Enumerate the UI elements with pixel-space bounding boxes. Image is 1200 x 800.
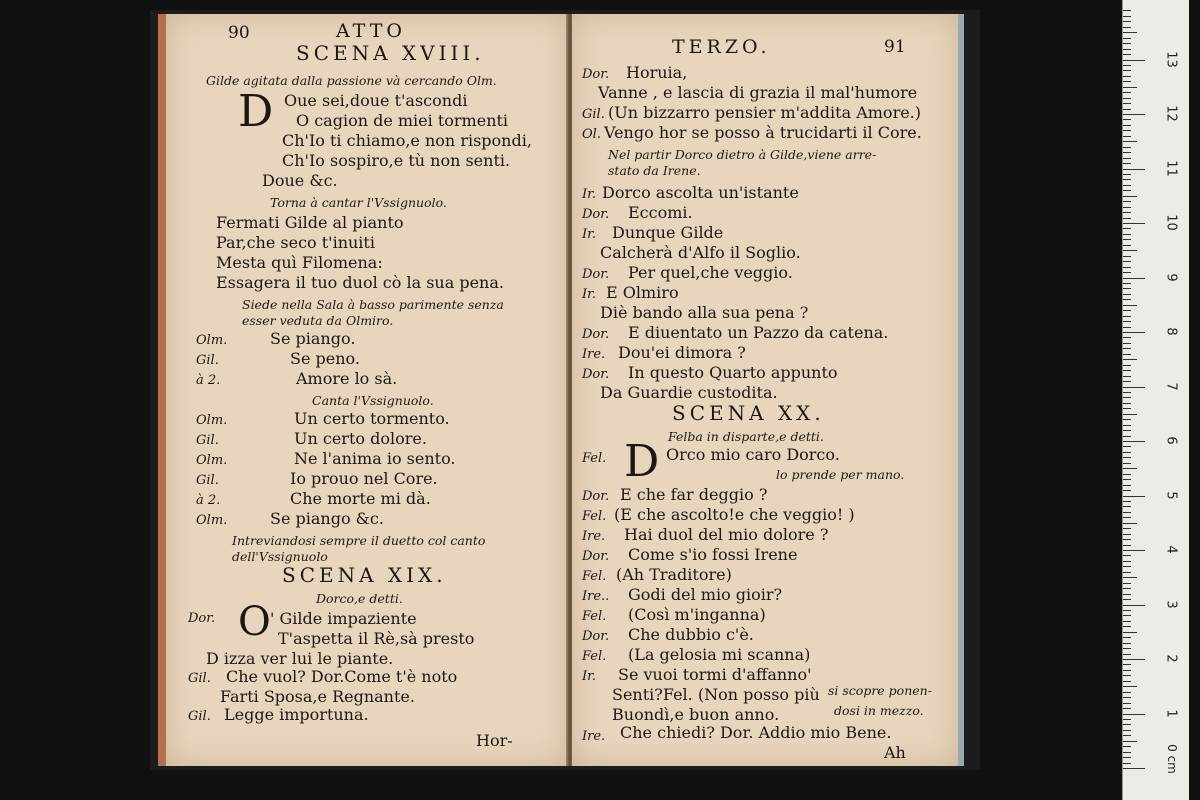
ruler-tick (1123, 261, 1131, 262)
verse-line: Dou'ei dimora ? (618, 343, 746, 362)
ruler-tick (1123, 583, 1131, 584)
ruler-tick (1123, 681, 1131, 682)
verse-line: Ne l'anima io sento. (294, 449, 456, 468)
ruler-tick (1123, 468, 1137, 469)
ruler-tick (1123, 223, 1145, 224)
ruler-tick (1123, 703, 1131, 704)
ruler-tick (1123, 714, 1145, 715)
speaker-label: Dor. (582, 367, 610, 382)
verse-line: Legge importuna. (224, 705, 369, 724)
speaker-label: Fel. (582, 649, 607, 664)
ruler-tick (1123, 523, 1137, 524)
speaker-label: Fel. (582, 569, 607, 584)
ruler-tick (1123, 185, 1131, 186)
speaker-label: Gil. (188, 671, 211, 686)
speaker-label: Gil. (196, 433, 219, 448)
verse-line: Godi del mio gioir? (628, 585, 783, 604)
ruler-tick (1123, 490, 1131, 491)
ruler-tick (1123, 599, 1131, 600)
ruler-tick (1123, 294, 1131, 295)
right-page (572, 14, 964, 766)
verse-line: (La gelosia mi scanna) (628, 645, 811, 664)
verse-line: Per quel,che veggio. (628, 263, 793, 282)
ruler-tick (1123, 332, 1145, 333)
verse-line: E che far deggio ? (620, 485, 768, 504)
verse-line: Orco mio caro Dorco. (666, 445, 840, 464)
verse-line: Ch'Io sospiro,e tù non senti. (282, 151, 511, 170)
ruler-label: 9 (1163, 272, 1179, 282)
ruler-tick (1123, 316, 1131, 317)
scene-heading: SCENA XX. (672, 401, 825, 425)
verse-line: Senti?Fel. (Non posso più (612, 685, 820, 704)
ruler-label: 7 (1163, 381, 1179, 391)
verse-line: Fermati Gilde al pianto (216, 213, 404, 232)
ruler-tick (1123, 479, 1131, 480)
stage-direction: Intreviandosi sempre il duetto col canto (232, 533, 486, 548)
speaker-label: Dor. (582, 629, 610, 644)
left-page-number: 90 (228, 23, 250, 43)
ruler-tick (1123, 648, 1131, 649)
ruler-tick (1123, 81, 1131, 82)
ruler-tick (1123, 419, 1131, 420)
ruler-tick (1123, 49, 1131, 50)
ruler-tick (1123, 637, 1131, 638)
ruler-tick (1123, 675, 1131, 676)
ruler-tick (1123, 561, 1131, 562)
ruler-tick (1123, 632, 1137, 633)
ruler-tick (1123, 381, 1131, 382)
ruler-tick (1123, 212, 1131, 213)
ruler-tick (1123, 403, 1131, 404)
ruler-tick (1123, 708, 1131, 709)
verse-line: Vanne , e lascia di grazia il mal'humore (598, 83, 918, 102)
ruler-tick (1123, 730, 1131, 731)
ruler-tick (1123, 425, 1131, 426)
ruler-tick (1123, 735, 1131, 736)
ruler-tick (1123, 615, 1131, 616)
stage-direction: Nel partir Dorco dietro à Gilde,viene arre- (608, 147, 877, 162)
ruler-tick (1123, 130, 1131, 131)
speaker-label: Dor. (582, 327, 610, 342)
ruler-tick (1123, 752, 1131, 753)
ruler-label: 8 (1163, 327, 1179, 336)
scene-heading: SCENA XVIII. (296, 41, 485, 65)
ruler-label: 4 (1163, 545, 1179, 554)
ruler-tick (1123, 605, 1145, 606)
ruler-tick (1123, 196, 1137, 197)
ruler-tick (1123, 376, 1131, 377)
speaker-label: Ir. (582, 227, 597, 242)
stage-direction: Siede nella Sala à basso parimente senza (242, 297, 504, 312)
ruler-tick (1123, 299, 1131, 300)
ruler-tick (1123, 686, 1137, 687)
ruler-tick (1123, 446, 1131, 447)
ruler-tick (1123, 174, 1131, 175)
ruler-tick (1123, 109, 1131, 110)
ruler-tick (1123, 555, 1131, 556)
verse-line: Che chiedi? Dor. Addio mio Bene. (620, 723, 892, 742)
ruler-tick (1123, 87, 1137, 88)
speaker-label: Gil. (188, 709, 211, 724)
verse-line: Doue &c. (262, 171, 338, 190)
speaker-label: Dor. (582, 207, 610, 222)
ruler-tick (1123, 190, 1131, 191)
speaker-label: Ir. (582, 669, 597, 684)
ruler-tick (1123, 327, 1131, 328)
ruler-tick (1123, 397, 1131, 398)
speaker-label: Ol. (582, 127, 601, 142)
speaker-label: Ire. (582, 729, 606, 744)
ruler-tick (1123, 670, 1131, 671)
ruler-tick (1123, 272, 1131, 273)
speaker-label: Ir. (582, 287, 597, 302)
ruler-tick (1123, 158, 1131, 159)
left-running-head: ATTO (336, 20, 406, 42)
verse-line: Buondì,e buon anno. (612, 705, 780, 724)
ruler-tick (1123, 572, 1131, 573)
verse-line: Io prouo nel Core. (290, 469, 438, 488)
left-page (158, 14, 568, 766)
verse-line: Ch'Io ti chiamo,e non rispondi, (282, 131, 532, 150)
speaker-label: Ire.. (582, 589, 610, 604)
verse-line: Calcherà d'Alfo il Soglio. (600, 243, 801, 262)
ruler-tick (1123, 114, 1145, 115)
ruler-tick (1123, 354, 1131, 355)
speaker-label: Dor. (582, 267, 610, 282)
ruler-label: 0 cm (1164, 744, 1179, 774)
ruler-tick (1123, 506, 1131, 507)
ruler-tick (1123, 337, 1131, 338)
ruler-tick (1123, 119, 1131, 120)
verse-line: Che vuol? Dor.Come t'è noto (226, 667, 458, 686)
speaker-label: Olm. (196, 333, 228, 348)
ruler-tick (1123, 550, 1145, 551)
verse-line: Se piango &c. (270, 509, 384, 528)
verse-line: (E che ascolto!e che veggio! ) (614, 505, 855, 524)
stage-direction: dell'Vssignuolo (232, 549, 328, 564)
ruler-tick (1123, 321, 1131, 322)
drop-cap: D (238, 86, 274, 137)
speaker-label: Fel. (582, 609, 607, 624)
ruler-tick (1123, 359, 1137, 360)
ruler-tick (1123, 719, 1131, 720)
ruler-tick (1123, 43, 1131, 44)
speaker-label: Fel. (582, 509, 607, 524)
ruler-tick (1123, 38, 1131, 39)
ruler-tick (1123, 16, 1131, 17)
stage-direction: Canta l'Vssignuolo. (312, 393, 434, 408)
drop-cap: D (624, 436, 660, 487)
ruler-tick (1123, 239, 1131, 240)
ruler-tick (1123, 517, 1131, 518)
ruler-tick (1123, 512, 1131, 513)
verse-line: Che morte mi dà. (290, 489, 431, 508)
speaker-label: Fel. (582, 451, 607, 466)
ruler-tick (1123, 659, 1145, 660)
speaker-label: Dor. (582, 67, 610, 82)
ruler-tick (1123, 430, 1131, 431)
ruler-tick (1123, 566, 1131, 567)
scene-heading: SCENA XIX. (282, 563, 447, 587)
ruler-tick (1123, 457, 1131, 458)
speaker-label: Dor. (582, 489, 610, 504)
ruler-tick (1123, 310, 1131, 311)
ruler-tick (1123, 664, 1131, 665)
verse-line: Vengo hor se posso à trucidarti il Core. (604, 123, 922, 142)
drop-cap: O (238, 599, 271, 645)
stage-direction: Dorco,e detti. (316, 591, 403, 606)
ruler-tick (1123, 245, 1131, 246)
ruler-tick (1123, 207, 1131, 208)
ruler-tick (1123, 588, 1131, 589)
ruler-tick (1123, 283, 1131, 284)
verse-line: Oue sei,doue t'ascondi (284, 91, 468, 110)
ruler-tick (1123, 463, 1131, 464)
ruler-tick (1123, 305, 1137, 306)
ruler-tick (1123, 501, 1131, 502)
verse-line: Dunque Gilde (612, 223, 724, 242)
right-running-head: TERZO. (672, 36, 771, 58)
ruler-tick (1123, 103, 1131, 104)
ruler-tick (1123, 485, 1131, 486)
verse-line: Amore lo sà. (296, 369, 398, 388)
ruler-tick (1123, 408, 1131, 409)
ruler-tick (1123, 256, 1131, 257)
right-page-number: 91 (884, 37, 906, 57)
catchword: Ah (884, 743, 906, 762)
ruler-label: 2 (1163, 654, 1179, 663)
ruler-tick (1123, 441, 1145, 442)
ruler-tick (1123, 27, 1131, 28)
ruler-label: 1 (1163, 708, 1179, 718)
verse-line: Eccomi. (628, 203, 693, 222)
ruler-tick (1123, 741, 1137, 742)
ruler-label: 11 (1163, 159, 1179, 177)
ruler-tick (1123, 594, 1131, 595)
ruler-tick (1123, 278, 1145, 279)
ruler-tick (1123, 724, 1131, 725)
ruler-tick (1123, 392, 1131, 393)
speaker-label: Olm. (196, 513, 228, 528)
ruler-tick (1123, 474, 1131, 475)
ruler-tick (1123, 452, 1131, 453)
ruler-tick (1123, 125, 1131, 126)
speaker-label: à 2. (196, 493, 221, 508)
verse-line: Se piango. (270, 329, 356, 348)
ruler-tick (1123, 163, 1131, 164)
ruler-tick (1123, 545, 1131, 546)
ruler-tick (1123, 654, 1131, 655)
ruler-tick (1123, 92, 1131, 93)
speaker-label: Dor. (582, 549, 610, 564)
ruler-tick (1123, 201, 1131, 202)
ruler-tick (1123, 436, 1131, 437)
ruler-tick (1123, 528, 1131, 529)
catchword: Hor- (476, 731, 513, 750)
verse-line: E diuentato un Pazzo da catena. (628, 323, 889, 342)
ruler-tick (1123, 169, 1145, 170)
ruler-tick (1123, 387, 1145, 388)
verse-line: E Olmiro (606, 283, 679, 302)
verse-line: Dorco ascolta un'istante (602, 183, 799, 202)
stage-direction: Felba in disparte,e detti. (668, 429, 824, 444)
stage-direction: esser veduta da Olmiro. (242, 313, 394, 328)
ruler-tick (1123, 746, 1131, 747)
ruler-label: 3 (1163, 599, 1179, 609)
ruler-tick (1123, 218, 1131, 219)
ruler-tick (1123, 267, 1131, 268)
ruler-label: 6 (1163, 436, 1179, 445)
verse-line: D izza ver lui le piante. (206, 649, 394, 668)
ruler-tick (1123, 141, 1137, 142)
ruler-tick (1123, 98, 1131, 99)
measuring-ruler (1122, 0, 1189, 800)
verse-line: Diè bando alla sua pena ? (600, 303, 809, 322)
verse-line: Essagera il tuo duol cò la sua pena. (216, 273, 504, 292)
ruler-tick (1123, 343, 1131, 344)
ruler-tick (1123, 692, 1131, 693)
ruler-tick (1123, 250, 1137, 251)
ruler-tick (1123, 228, 1131, 229)
verse-line: Un certo dolore. (294, 429, 427, 448)
verse-line: In questo Quarto appunto (628, 363, 838, 382)
speaker-label: Gil. (582, 107, 605, 122)
ruler-tick (1123, 626, 1131, 627)
ruler-tick (1123, 179, 1131, 180)
verse-line: T'aspetta il Rè,sà presto (278, 629, 475, 648)
speaker-label: Gil. (196, 353, 219, 368)
ruler-tick (1123, 21, 1131, 22)
ruler-tick (1123, 32, 1137, 33)
verse-line: Horuia, (626, 63, 688, 82)
ruler-tick (1123, 757, 1131, 758)
ruler-tick (1123, 643, 1131, 644)
verse-line: ' Gilde impaziente (270, 609, 417, 628)
verse-line: Che dubbio c'è. (628, 625, 754, 644)
verse-line: Par,che seco t'inuiti (216, 233, 375, 252)
stage-direction: si scopre ponen- (828, 683, 932, 698)
ruler-tick (1123, 147, 1131, 148)
verse-line: Se peno. (290, 349, 360, 368)
ruler-tick (1123, 763, 1131, 764)
verse-line: O cagion de miei tormenti (296, 111, 509, 130)
ruler-tick (1123, 496, 1145, 497)
ruler-tick (1123, 577, 1137, 578)
speaker-label: Gil. (196, 473, 219, 488)
ruler-tick (1123, 539, 1131, 540)
ruler-tick (1123, 534, 1131, 535)
stage-direction: stato da Irene. (608, 163, 701, 178)
ruler-tick (1123, 288, 1131, 289)
ruler-tick (1123, 348, 1131, 349)
stage-direction: Torna à cantar l'Vssignuolo. (270, 195, 447, 210)
speaker-label: Ire. (582, 347, 606, 362)
verse-line: Farti Sposa,e Regnante. (220, 687, 415, 706)
ruler-label: 10 (1163, 214, 1179, 231)
ruler-label: 5 (1163, 490, 1179, 500)
ruler-tick (1123, 365, 1131, 366)
speaker-label: à 2. (196, 373, 221, 388)
verse-line: Come s'io fossi Irene (628, 545, 798, 564)
verse-line: Se vuoi tormi d'affanno' (618, 665, 812, 684)
ruler-tick (1123, 54, 1131, 55)
ruler-tick (1123, 697, 1131, 698)
ruler-tick (1123, 152, 1131, 153)
ruler-tick (1123, 60, 1145, 61)
speaker-label: Ir. (582, 187, 597, 202)
ruler-tick (1123, 414, 1137, 415)
speaker-label: Ire. (582, 529, 606, 544)
verse-line: Mesta quì Filomena: (216, 253, 383, 272)
stage-direction: Gilde agitata dalla passione và cercando Olm. (206, 73, 497, 88)
verse-line: (Così m'inganna) (628, 605, 766, 624)
stage-direction: dosi in mezzo. (834, 703, 924, 718)
ruler-tick (1123, 70, 1131, 71)
ruler-tick (1123, 610, 1131, 611)
ruler-tick (1123, 621, 1131, 622)
ruler-label: 13 (1163, 50, 1179, 68)
verse-line: (Un bizzarro pensier m'addita Amore.) (608, 103, 922, 122)
verse-line: Da Guardie custodita. (600, 383, 778, 402)
ruler-tick (1123, 768, 1145, 769)
verse-line: (Ah Traditore) (616, 565, 732, 584)
ruler-tick (1123, 10, 1131, 11)
speaker-label: Dor. (188, 611, 216, 626)
verse-line: Un certo tormento. (294, 409, 450, 428)
verse-line: Hai duol del mio dolore ? (624, 525, 829, 544)
ruler-label: 12 (1163, 105, 1179, 122)
ruler-tick (1123, 76, 1131, 77)
ruler-tick (1123, 65, 1131, 66)
speaker-label: Olm. (196, 453, 228, 468)
ruler-tick (1123, 370, 1131, 371)
ruler-tick (1123, 136, 1131, 137)
speaker-label: Olm. (196, 413, 228, 428)
stage-direction: lo prende per mano. (776, 467, 905, 482)
ruler-tick (1123, 234, 1131, 235)
